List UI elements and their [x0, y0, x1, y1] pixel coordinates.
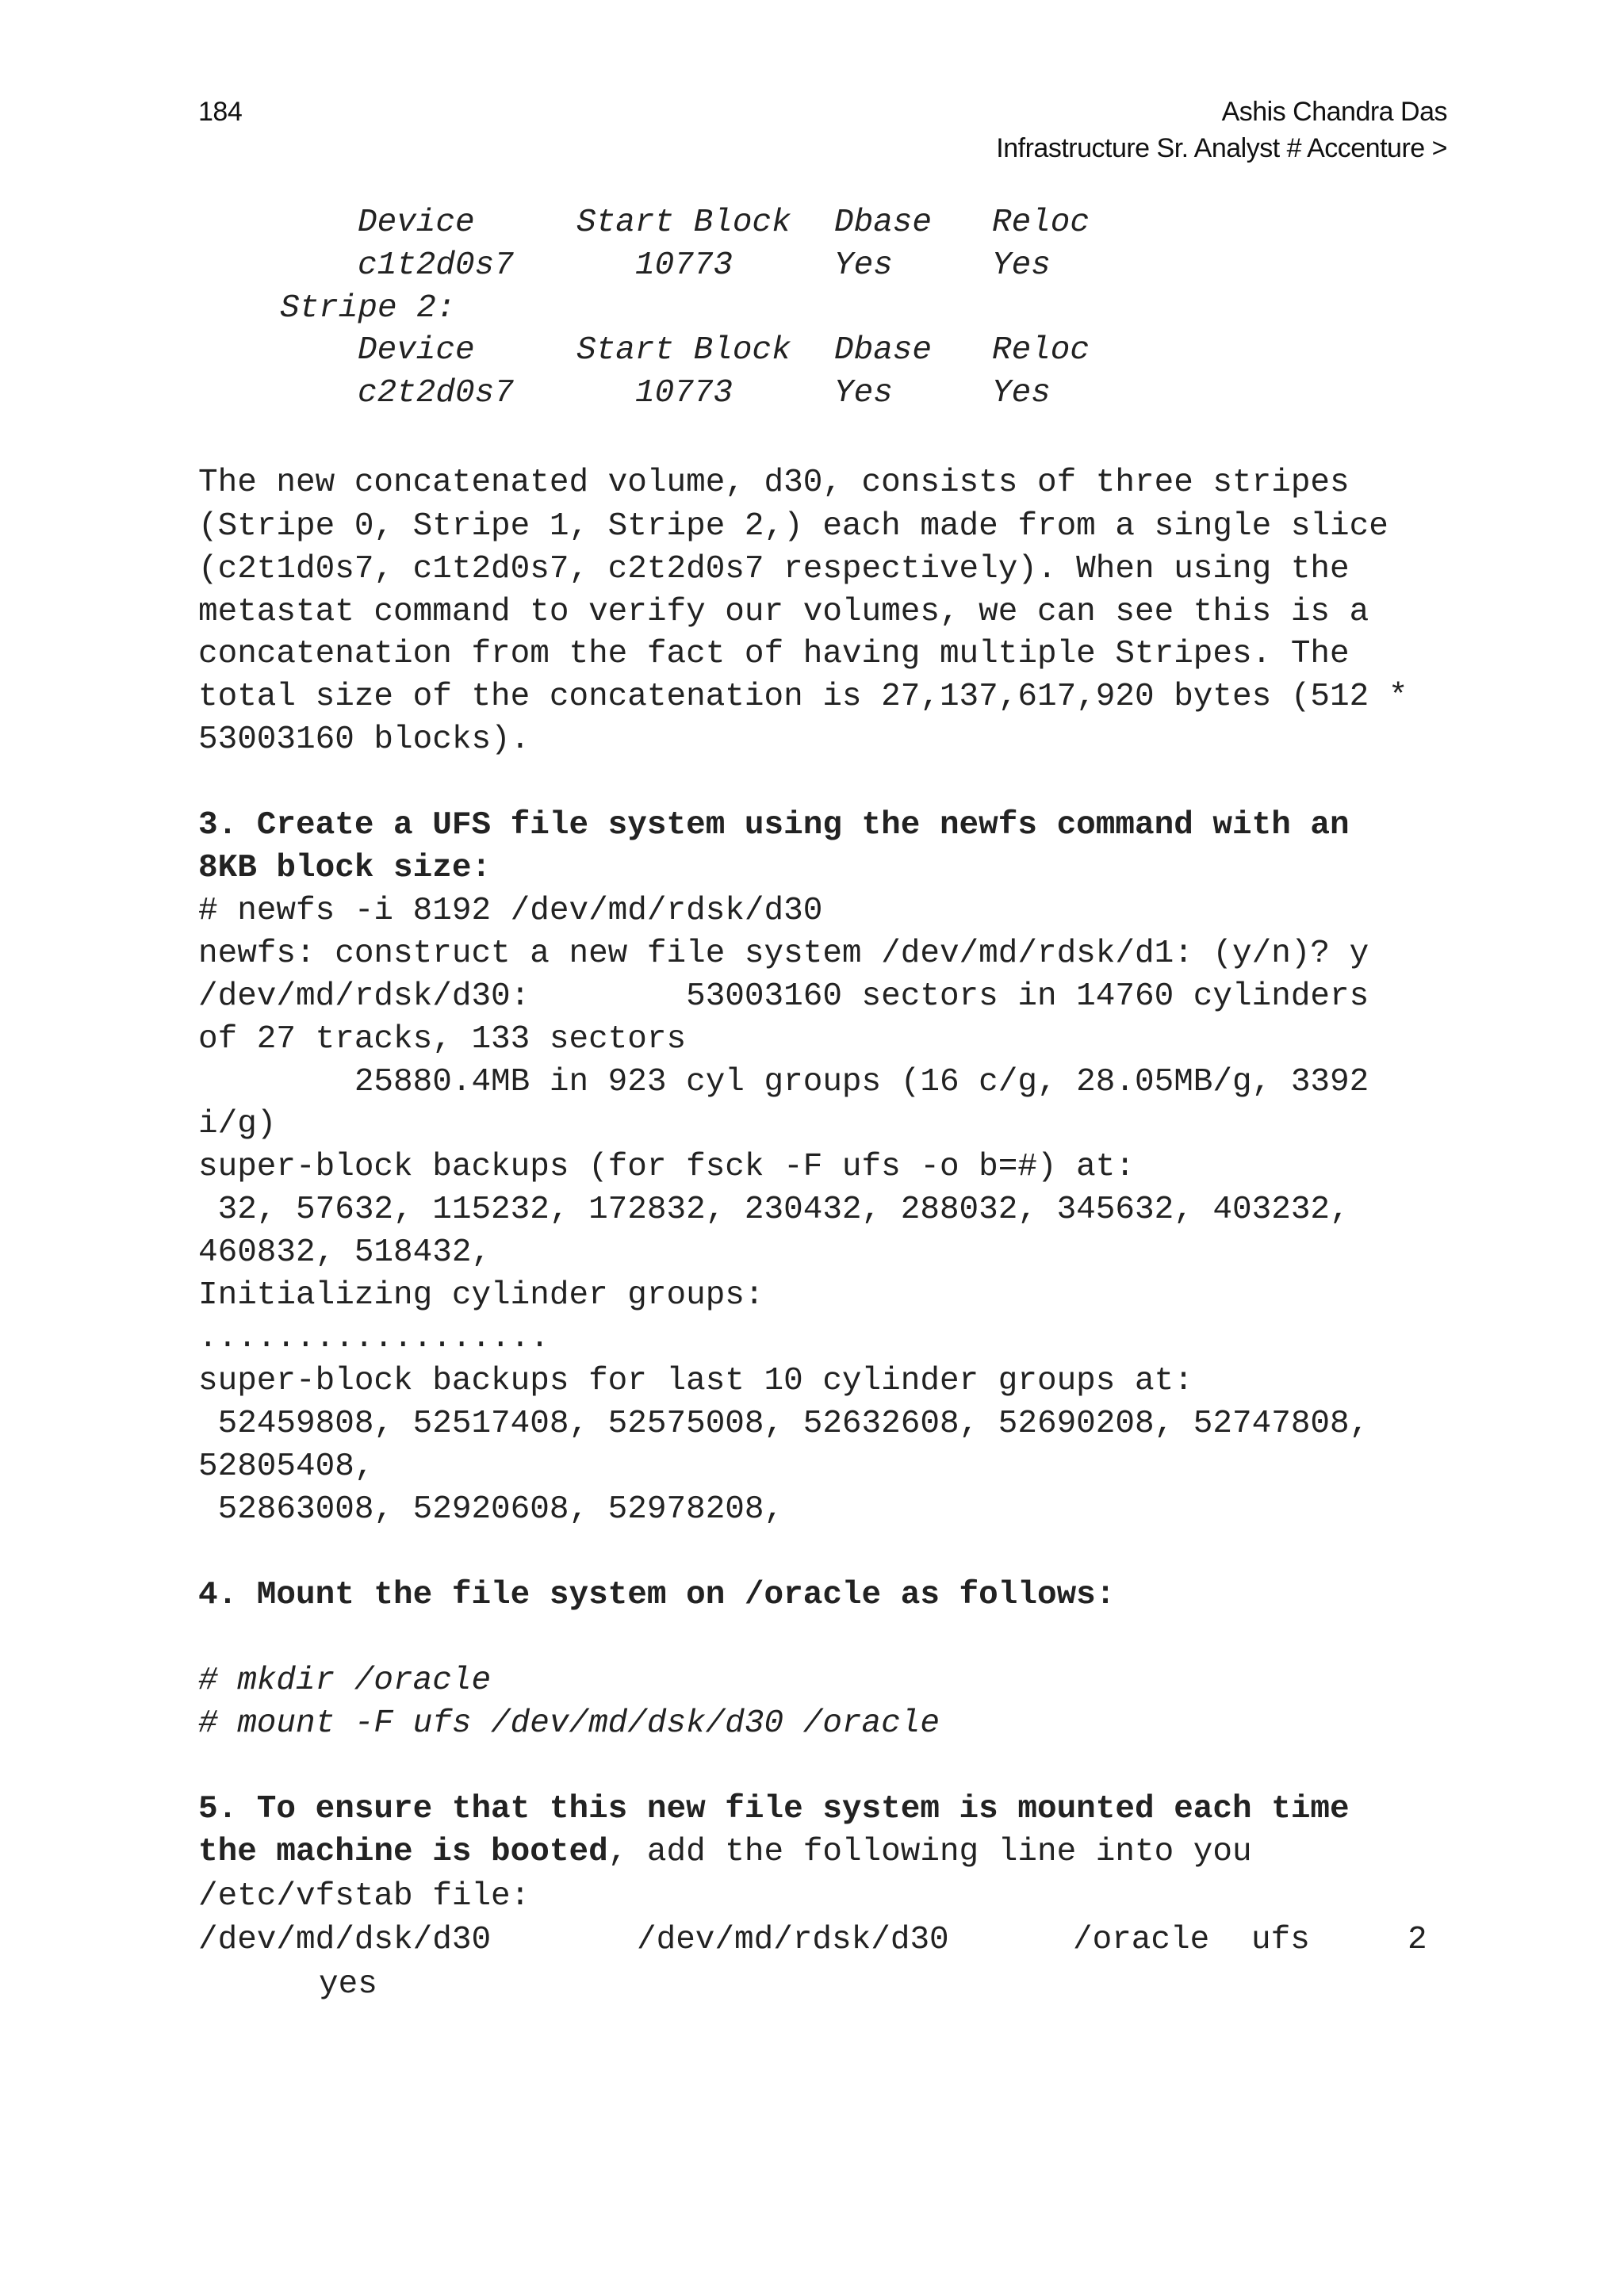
- row1-device: c1t2d0s7: [358, 247, 514, 284]
- code-line: /dev/md/rdsk/d30: 53003160 sectors in 14760 cylinders: [198, 978, 1369, 1015]
- step5-heading-bold: the machine is booted: [198, 1834, 608, 1870]
- code-line: super-block backups for last 10 cylinder groups at:: [198, 1363, 1193, 1399]
- paragraph-line: (Stripe 0, Stripe 1, Stripe 2,) each made from a single slice: [198, 508, 1388, 545]
- code-line: Initializing cylinder groups:: [198, 1277, 764, 1314]
- row1-start-block: 10773: [635, 247, 733, 284]
- author-name: Ashis Chandra Das: [1221, 97, 1447, 127]
- page-number: 184: [198, 97, 243, 127]
- code-line: i/g): [198, 1106, 277, 1142]
- paragraph-line: total size of the concatenation is 27,137,617,920 bytes (512 *: [198, 679, 1408, 715]
- row2-device: c2t2d0s7: [358, 375, 514, 411]
- row2-dbase: Yes: [834, 375, 893, 411]
- vfstab-mount-point: /oracle: [1073, 1922, 1210, 1958]
- paragraph-line: The new concatenated volume, d30, consists of three stripes: [198, 465, 1350, 501]
- vfstab-mount-at-boot: yes: [319, 1966, 377, 2003]
- row1-dbase: Yes: [834, 247, 893, 284]
- code-line: 32, 57632, 115232, 172832, 230432, 288032, 345632, 403232,: [198, 1192, 1350, 1228]
- code-line: of 27 tracks, 133 sectors: [198, 1021, 687, 1058]
- col-reloc-header-2: Reloc: [992, 332, 1090, 369]
- col-device-header: Device: [358, 205, 475, 241]
- code-line: 25880.4MB in 923 cyl groups (16 c/g, 28.05MB/g, 3392: [198, 1064, 1369, 1100]
- mount-command: # mount -F ufs /dev/md/dsk/d30 /oracle: [198, 1705, 940, 1742]
- paragraph-line: concatenation from the fact of having multiple Stripes. The: [198, 636, 1350, 672]
- row1-reloc: Yes: [992, 247, 1051, 284]
- code-line: # newfs -i 8192 /dev/md/rdsk/d30: [198, 893, 823, 929]
- paragraph-line: 53003160 blocks).: [198, 721, 530, 758]
- col-device-header-2: Device: [358, 332, 475, 369]
- row2-reloc: Yes: [992, 375, 1051, 411]
- code-line: 460832, 518432,: [198, 1234, 492, 1271]
- vfstab-file-label: /etc/vfstab file:: [198, 1878, 530, 1915]
- mkdir-command: # mkdir /oracle: [198, 1663, 492, 1699]
- col-dbase-header: Dbase: [834, 205, 933, 241]
- step5-heading: 5. To ensure that this new file system is mounted each time: [198, 1791, 1350, 1827]
- stripe2-label: Stripe 2:: [280, 290, 456, 327]
- col-start-block-header-2: Start Block: [576, 332, 791, 369]
- step3-heading: 3. Create a UFS file system using the newfs command with an: [198, 807, 1350, 844]
- code-line: 52863008, 52920608, 52978208,: [198, 1491, 784, 1528]
- code-line: 52459808, 52517408, 52575008, 52632608, 52690208, 52747808,: [198, 1406, 1369, 1442]
- step5-heading-cont: [198, 1834, 1252, 1870]
- code-line: ..................: [198, 1320, 550, 1357]
- author-role: Infrastructure Sr. Analyst # Accenture >: [996, 133, 1447, 163]
- code-line: newfs: construct a new file system /dev/md/rdsk/d1: (y/n)? y: [198, 936, 1369, 972]
- step4-heading: 4. Mount the file system on /oracle as follows:: [198, 1577, 1116, 1613]
- col-dbase-header-2: Dbase: [834, 332, 933, 369]
- vfstab-device: /dev/md/dsk/d30: [198, 1922, 492, 1958]
- step5-heading-rest: , add the following line into you: [607, 1834, 1252, 1870]
- code-line: super-block backups (for fsck -F ufs -o b=#) at:: [198, 1149, 1135, 1185]
- col-start-block-header: Start Block: [576, 205, 791, 241]
- vfstab-raw-device: /dev/md/rdsk/d30: [637, 1922, 949, 1958]
- row2-start-block: 10773: [635, 375, 733, 411]
- col-reloc-header: Reloc: [992, 205, 1090, 241]
- paragraph-line: metastat command to verify our volumes, we can see this is a: [198, 594, 1369, 630]
- vfstab-fsck-pass: 2: [1408, 1922, 1427, 1958]
- vfstab-fs-type: ufs: [1251, 1922, 1310, 1958]
- code-line: 52805408,: [198, 1448, 374, 1485]
- paragraph-line: (c2t1d0s7, c1t2d0s7, c2t2d0s7 respectively). When using the: [198, 551, 1350, 587]
- step3-heading-cont: 8KB block size:: [198, 850, 492, 886]
